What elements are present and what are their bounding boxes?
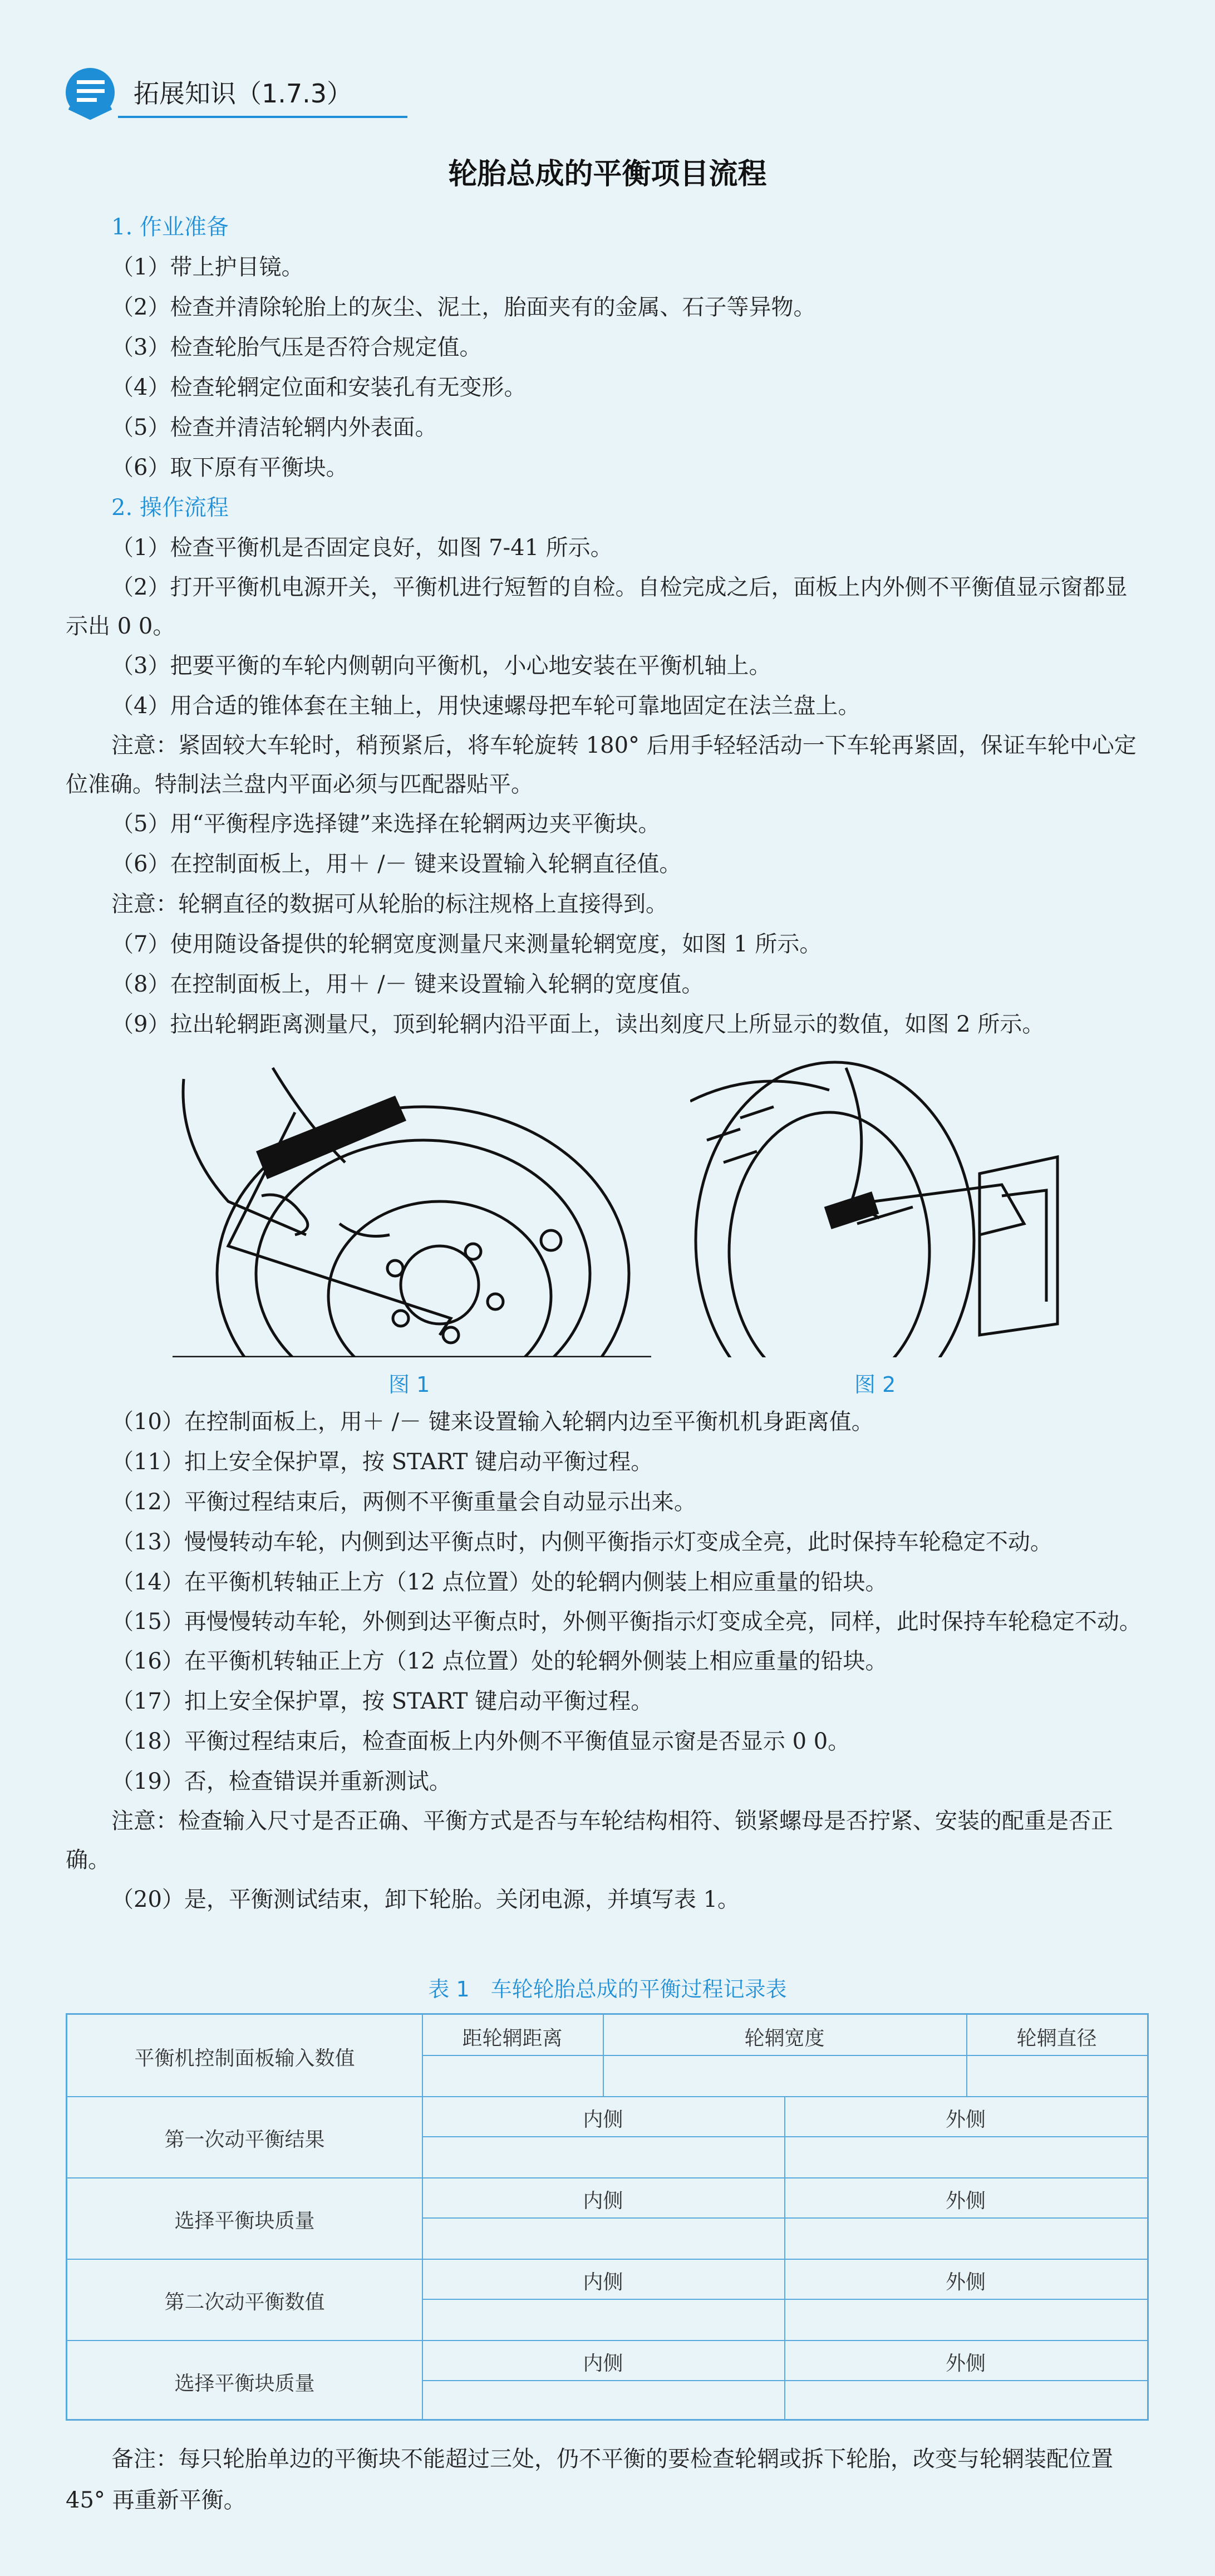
table-header-cell: 外侧	[945, 2352, 986, 2375]
remark-paragraph: 备注：每只轮胎单边的平衡块不能超过三处，仍不平衡的要检查轮辋或拆下轮胎，改变与轮辋装配位置 45° 再重新平衡。	[66, 2446, 1113, 2513]
table-caption: 表 1 车轮轮胎总成的平衡过程记录表	[428, 1977, 787, 2001]
figure-1-caption: 图 1	[388, 1372, 430, 1397]
header-underline	[118, 116, 407, 118]
paragraph: （12）平衡过程结束后，两侧不平衡重量会自动显示出来。	[111, 1489, 696, 1515]
paragraph: （5）用“平衡程序选择键”来选择在轮辋两边夹平衡块。	[111, 811, 661, 837]
table-header-cell: 轮辋宽度	[744, 2027, 825, 2050]
paragraph: （11）扣上安全保护罩，按 START 键启动平衡过程。	[111, 1449, 653, 1475]
paragraph: （9）拉出轮辋距离测量尺，顶到轮辋内沿平面上，读出刻度尺上所显示的数值，如图 2 所示。	[111, 1012, 1045, 1037]
table-header-cell: 外侧	[945, 2271, 986, 2294]
table-header-cell: 外侧	[945, 2108, 986, 2131]
note-paragraph: 注意：紧固较大车轮时，稍预紧后，将车轮旋转 180° 后用手轻轻活动一下车轮再紧固，保证车轮中心定位准确。特制法兰盘内平面必须与匹配器贴平。	[66, 733, 1137, 797]
paragraph: （6）在控制面板上，用＋ /－ 键来设置输入轮辋直径值。	[111, 851, 682, 877]
body-text-top	[66, 207, 1149, 1044]
table-subrow-divider	[422, 2055, 1147, 2056]
paragraph: （8）在控制面板上，用＋ /－ 键来设置输入轮辋的宽度值。	[111, 971, 704, 997]
figure-2-illustration	[690, 1057, 1069, 1357]
paragraph: （6）取下原有平衡块。	[111, 455, 348, 480]
paragraph: （10）在控制面板上，用＋ /－ 键来设置输入轮辋内边至平衡机机身距离值。	[111, 1409, 874, 1435]
table-row-label: 选择平衡块质量	[174, 2210, 315, 2232]
paragraph: （19）否，检查错误并重新测试。	[111, 1769, 451, 1794]
table-header-cell: 内侧	[583, 2271, 623, 2294]
figures-area	[0, 1057, 1215, 1413]
paragraph: （17）扣上安全保护罩，按 START 键启动平衡过程。	[111, 1689, 653, 1714]
table-header-cell: 距轮辋距离	[462, 2027, 563, 2050]
section-header-title: 拓展知识（1.7.3）	[134, 78, 353, 109]
paragraph: （2）打开平衡机电源开关，平衡机进行短暂的自检。自检完成之后，面板上内外侧不平衡值显示窗都显示出 0 0。	[66, 575, 1128, 639]
table-row-divider	[67, 2096, 1147, 2097]
table-row-label: 第二次动平衡数值	[164, 2291, 325, 2314]
document-title: 轮胎总成的平衡项目流程	[448, 158, 767, 191]
note-paragraph: 注意：检查输入尺寸是否正确、平衡方式是否与车轮结构相符、锁紧螺母是否拧紧、安装的配重是否正确。	[66, 1808, 1113, 1873]
book-icon	[62, 65, 118, 120]
table-header-cell: 外侧	[945, 2190, 986, 2212]
paragraph: （14）在平衡机转轴正上方（12 点位置）处的轮辋内侧装上相应重量的铅块。	[111, 1569, 888, 1595]
table-row-label: 平衡机控制面板输入数值	[134, 2047, 355, 2070]
paragraph: （1）带上护目镜。	[111, 254, 304, 280]
paragraph: （1）检查平衡机是否固定良好，如图 7-41 所示。	[111, 535, 613, 561]
table-row-divider	[67, 2340, 1147, 2341]
paragraph: （15）再慢慢转动车轮，外侧到达平衡点时，外侧平衡指示灯变成全亮，同样，此时保持车轮稳定不动。	[111, 1609, 1142, 1635]
section-header	[62, 60, 374, 121]
paragraph: （3）检查轮胎气压是否符合规定值。	[111, 335, 482, 360]
table-header-cell: 内侧	[583, 2352, 623, 2375]
table-header-cell: 轮辋直径	[1016, 2027, 1097, 2050]
figure-2-caption: 图 2	[854, 1372, 896, 1397]
paragraph: （7）使用随设备提供的轮辋宽度测量尺来测量轮辋宽度，如图 1 所示。	[111, 931, 822, 957]
section-heading: 2. 操作流程	[111, 495, 229, 521]
table-header-cell: 内侧	[583, 2108, 623, 2131]
table-row-divider	[67, 2177, 1147, 2178]
paragraph: （4）检查轮辋定位面和安装孔有无变形。	[111, 375, 527, 400]
paragraph: （4）用合适的锥体套在主轴上，用快速螺母把车轮可靠地固定在法兰盘上。	[111, 693, 860, 719]
table-row-label: 第一次动平衡结果	[164, 2128, 325, 2151]
table-header-cell: 内侧	[583, 2190, 623, 2212]
paragraph: （2）检查并清除轮胎上的灰尘、泥土，胎面夹有的金属、石子等异物。	[111, 295, 816, 320]
paragraph: （16）在平衡机转轴正上方（12 点位置）处的轮辋外侧装上相应重量的铅块。	[111, 1648, 888, 1674]
section-heading: 1. 作业准备	[111, 214, 229, 240]
paragraph: （3）把要平衡的车轮内侧朝向平衡机，小心地安装在平衡机轴上。	[111, 653, 771, 679]
paragraph: （20）是，平衡测试结束，卸下轮胎。关闭电源，并填写表 1。	[111, 1887, 740, 1912]
record-table	[66, 2013, 1149, 2421]
paragraph: （18）平衡过程结束后，检查面板上内外侧不平衡值显示窗是否显示 0 0。	[111, 1729, 850, 1754]
body-text-bottom	[66, 1402, 1149, 1920]
table-row-label: 选择平衡块质量	[174, 2372, 315, 2395]
paragraph: （13）慢慢转动车轮，内侧到达平衡点时，内侧平衡指示灯变成全亮，此时保持车轮稳定不动。	[111, 1529, 1052, 1555]
figure-1-illustration	[161, 1057, 662, 1357]
paragraph: （5）检查并清洁轮辋内外表面。	[111, 415, 437, 440]
table-row-divider	[67, 2259, 1147, 2260]
note-paragraph: 注意：轮辋直径的数据可从轮胎的标注规格上直接得到。	[111, 891, 668, 917]
